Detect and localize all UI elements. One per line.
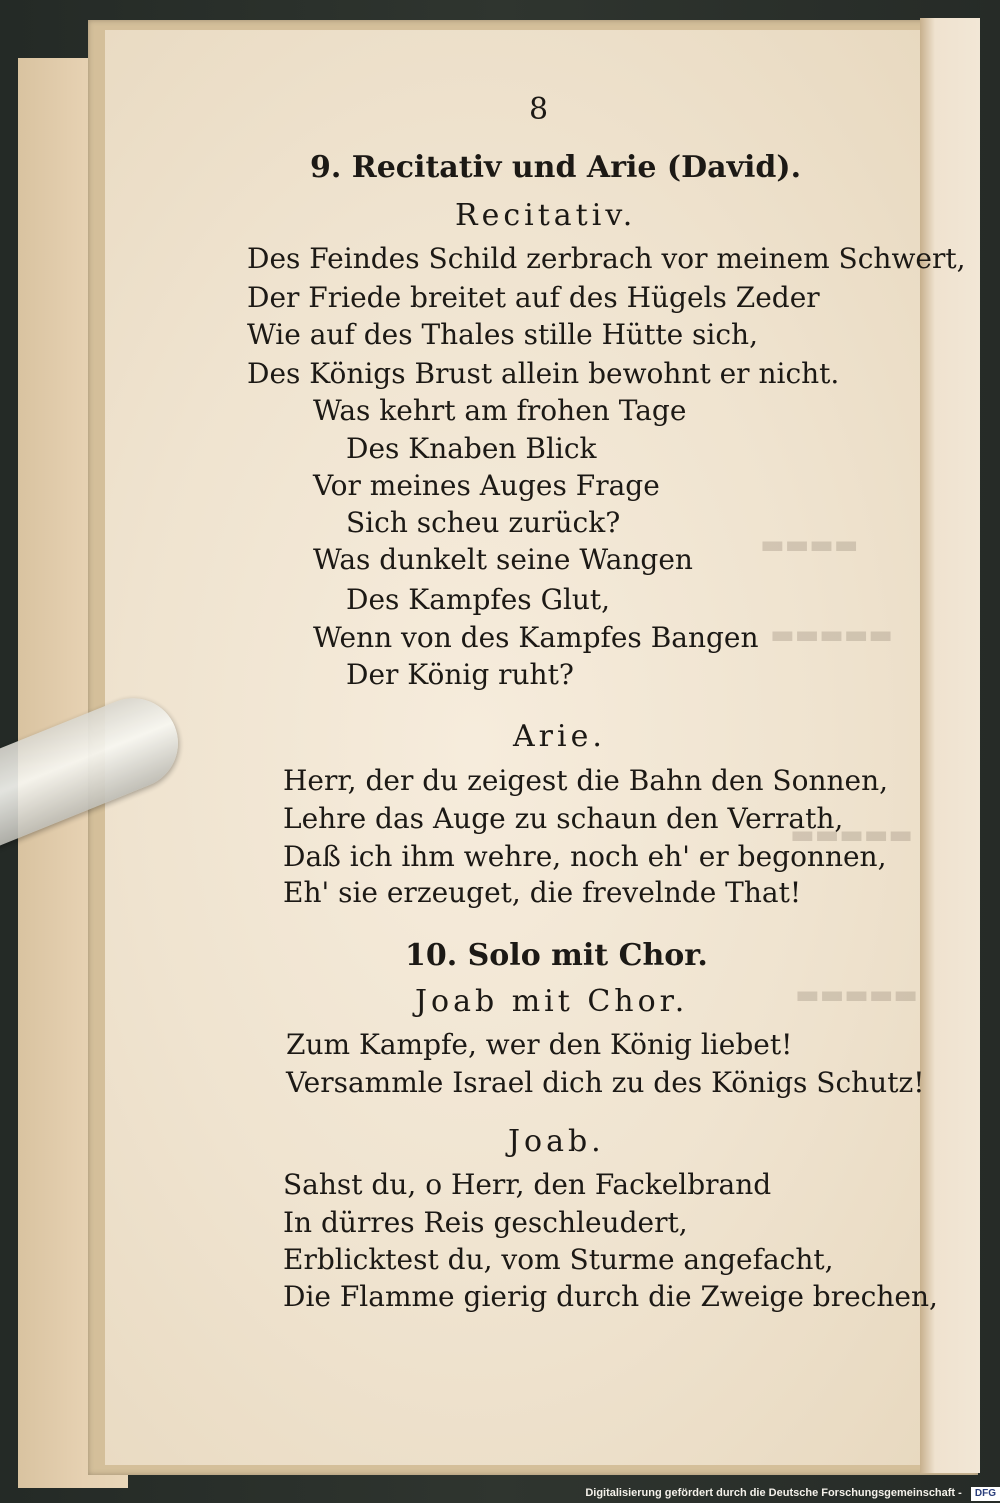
verse-line: Des Kampfes Glut, (346, 583, 611, 616)
verse-line: Was dunkelt seine Wangen (313, 543, 693, 576)
verse-line: Eh' sie erzeuget, die frevelnde That! (283, 876, 802, 909)
section-9-recitativ-label: Recitativ. (455, 198, 637, 233)
digitization-credit (550, 1484, 1000, 1502)
verse-line: Wenn von des Kampfes Bangen (313, 621, 759, 654)
section-10-joab-label: Joab. (508, 1124, 605, 1159)
verse-line: Des Königs Brust allein bewohnt er nicht. (247, 357, 840, 390)
section-9-heading: 9. Recitativ und Arie (David). (310, 150, 802, 185)
section-10-heading: 10. Solo mit Chor. (405, 938, 708, 973)
dfg-logo: DFG (971, 1487, 1000, 1501)
verse-line: Daß ich ihm wehre, noch eh' er begonnen, (283, 840, 887, 873)
bleed-through-text: ▬▬▬▬▬ (790, 820, 913, 850)
verse-line: Was kehrt am frohen Tage (313, 394, 687, 427)
verse-line: Des Knaben Blick (346, 432, 597, 465)
credit-text: Digitalisierung gefördert durch die Deutsche Forschungsgemeinschaft - (585, 1487, 962, 1499)
verse-line: Sich scheu zurück? (346, 506, 621, 539)
verse-line: Zum Kampfe, wer den König liebet! (286, 1028, 793, 1061)
bleed-through-text: ▬▬▬▬ (760, 530, 859, 560)
verse-line: Der König ruht? (346, 658, 574, 691)
verse-line: Versammle Israel dich zu des Königs Schutz! (286, 1066, 925, 1099)
verse-line: Die Flamme gierig durch die Zweige brechen, (283, 1280, 938, 1313)
verse-line: Herr, der du zeigest die Bahn den Sonnen, (283, 764, 889, 797)
verse-line: Des Feindes Schild zerbrach vor meinem Schwert, (247, 242, 966, 275)
section-10-subheading: Joab mit Chor. (415, 984, 689, 1019)
verse-line: Wie auf des Thales stille Hütte sich, (247, 318, 758, 351)
page-number: 8 (529, 92, 549, 127)
verse-line: Vor meines Auges Frage (313, 469, 660, 502)
bleed-through-text: ▬▬▬▬▬ (795, 980, 918, 1010)
facing-page-edge (920, 18, 980, 1473)
bleed-through-text: ▬▬▬▬▬ (770, 620, 893, 650)
verse-line: Der Friede breitet auf des Hügels Zeder (247, 281, 820, 314)
verse-line: Sahst du, o Herr, den Fackelbrand (283, 1168, 772, 1201)
section-9-arie-label: Arie. (513, 719, 606, 754)
verse-line: In dürres Reis geschleudert, (283, 1206, 688, 1239)
verse-line: Erblicktest du, vom Sturme angefacht, (283, 1243, 834, 1276)
verse-line: Lehre das Auge zu schaun den Verrath, (283, 802, 844, 835)
